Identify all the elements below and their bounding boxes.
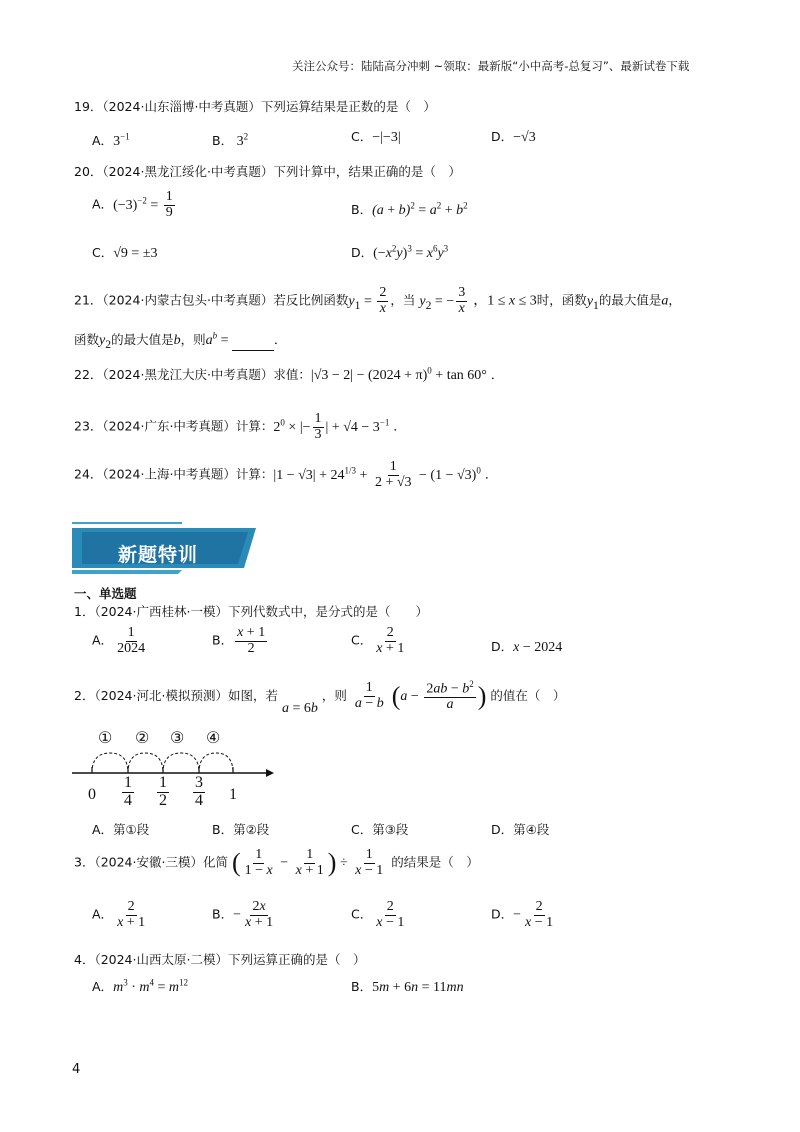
p2-option-c: C．第③段 bbox=[351, 822, 409, 837]
p3-option-c: C． $\frac{2}{x - 1}$ bbox=[351, 899, 405, 930]
tick-label-0: 0 bbox=[88, 786, 96, 803]
practice-4-stem: 4．（2024·山西太原·二模）下列运算正确的是（ ） bbox=[74, 952, 366, 967]
p1-option-c: C． $\frac{2}{x + 1}$ bbox=[351, 625, 405, 656]
q20-option-d: D．$(-x^2y)^3 = x^6y^3$ bbox=[351, 243, 449, 261]
q20-option-c: C．√9 = ±3 bbox=[92, 245, 158, 261]
section-type: 一、单选题 bbox=[74, 586, 137, 601]
q19-option-d: D．−√3 bbox=[491, 129, 536, 145]
question-21-line2: 函数$y_2$的最大值是b，则$a^b$ = ． bbox=[74, 330, 287, 351]
p1-option-d: D．x − 2024 bbox=[491, 639, 563, 655]
p4-option-a: A．$m^3 \cdot m^4 = m^{12}$ bbox=[92, 977, 189, 995]
tick-label-half: $\frac{1}{2}$ bbox=[159, 774, 167, 809]
section-banner-title: 新题特训 bbox=[118, 544, 199, 566]
page-header: 关注公众号：陆陆高分冲刺 ~领取：最新版“小中高考-总复习”、最新试卷下载 bbox=[292, 59, 690, 73]
p2-option-a: A．第①段 bbox=[92, 822, 150, 837]
question-23: 23．（2024·广东·中考真题）计算：$2^0$ × |− $\frac{1}{3}$ | + $√4 - 3^{-1}$ ． bbox=[74, 411, 406, 442]
q19-option-b: B． $3^2$ bbox=[212, 131, 249, 149]
question-21-line1: 21．（2024·内蒙古包头·中考真题）若反比例函数$y_1$ = $\frac{2}{x}$ ，当 $y_2$ = − $\frac{3}{x}$ ，1 ≤ x ≤ 3时，函数$y_1$的最大值是a， bbox=[74, 285, 681, 316]
segment-label-1: ① bbox=[98, 730, 113, 747]
p1-option-a: A． $\frac{1}{2024}$ bbox=[92, 625, 146, 656]
p2-option-b: B．第②段 bbox=[212, 822, 270, 837]
practice-1-stem: 1．（2024·广西桂林·一模）下列代数式中，是分式的是（ ） bbox=[74, 604, 428, 619]
tick-label-three-quarters: $\frac{3}{4}$ bbox=[195, 774, 203, 809]
p4-option-b: B．5m + 6n = 11mn bbox=[351, 979, 464, 995]
p1-option-b: B． $\frac{x + 1}{2}$ bbox=[212, 625, 266, 656]
question-19-stem: 19．（2024·山东淄博·中考真题）下列运算结果是正数的是（ ） bbox=[74, 99, 436, 114]
answer-blank bbox=[232, 338, 274, 351]
q20-option-a: A．$(-3)^{-2}$ = $\frac{1}{9}$ bbox=[92, 189, 173, 220]
q19-option-a: A．$3^{-1}$ bbox=[92, 131, 130, 149]
q20-option-b: B．$(a + b)^2 = a^2 + b^2$ bbox=[351, 200, 468, 218]
segment-label-2: ② bbox=[135, 730, 150, 747]
q19-option-c: C．−|−3| bbox=[351, 129, 401, 145]
question-22: 22．（2024·黑龙江大庆·中考真题）求值：$|√3 - 2| - (2024 + \pi)^0 + \tan 60^\circ$ ． bbox=[74, 365, 504, 383]
tick-label-1: 1 bbox=[229, 786, 237, 803]
segment-label-4: ④ bbox=[206, 730, 221, 747]
question-20-stem: 20．（2024·黑龙江绥化·中考真题）下列计算中，结果正确的是（ ） bbox=[74, 164, 461, 179]
p2-option-d: D．第④段 bbox=[491, 822, 550, 837]
page-number: 4 bbox=[72, 1062, 81, 1077]
question-24: 24．（2024·上海·中考真题）计算：$|1 - √3| + 24^{1/3}$ + $\frac{1}{2 + √3}$ − $(1 - √3)^0$ ． bbox=[74, 459, 498, 490]
practice-3-stem: 3．（2024·安徽·三模）化简 ( $\frac{1}{1 - x}$ − $\frac{1}{x + 1}$ ) ÷ $\frac{1}{x - 1}$ 的结果是（ ） bbox=[74, 847, 479, 878]
segment-label-3: ③ bbox=[170, 730, 185, 747]
practice-2-stem: 2．（2024·河北·模拟预测）如图，若 a = 6b ，则 $\frac{1}{a - b}$ (a − $\frac{2ab - b^2}{a}$ ) 的值在（ ） bbox=[74, 679, 566, 717]
p3-option-d: D．− $\frac{2}{x - 1}$ bbox=[491, 899, 554, 930]
p3-option-a: A． $\frac{2}{x + 1}$ bbox=[92, 899, 146, 930]
tick-label-quarter: $\frac{1}{4}$ bbox=[124, 774, 132, 809]
p3-option-b: B．− $\frac{2x}{x + 1}$ bbox=[212, 899, 274, 930]
